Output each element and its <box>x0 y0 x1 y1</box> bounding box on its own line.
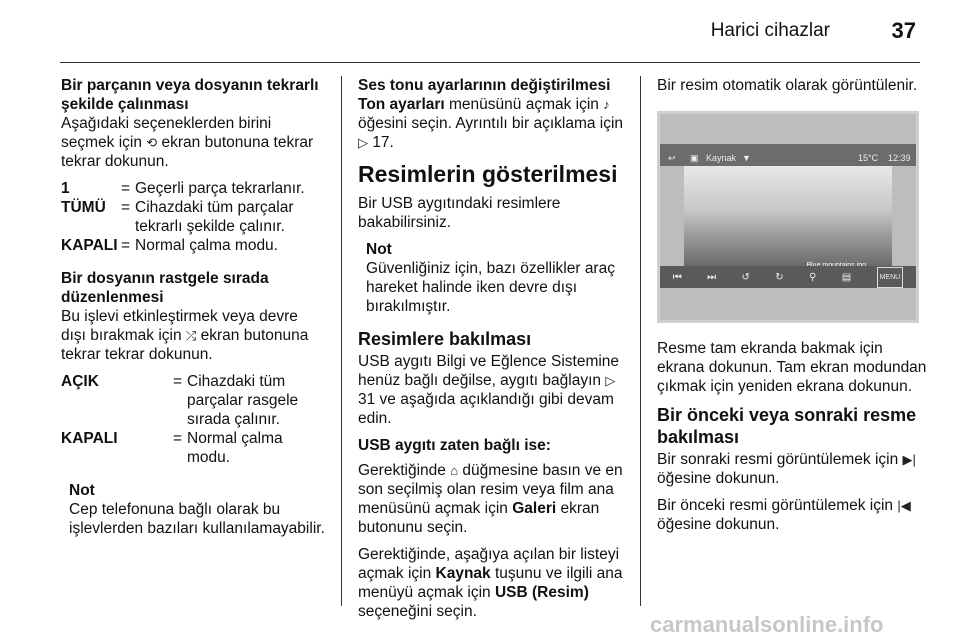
shuffle-options <box>61 372 327 467</box>
prev-icon: |◀ <box>897 498 911 513</box>
note <box>69 481 327 538</box>
term: AÇIK <box>61 373 99 390</box>
fullscreen-text: Resme tam ekranda bakmak için ekrana dokunun. Tam ekran modundan çıkmak için yeniden ekrana dokunun. <box>657 340 927 395</box>
slideshow-icon: ▤ <box>841 271 852 283</box>
page-reference: 31 <box>358 391 376 408</box>
next-text-1: Bir sonraki resmi görüntülemek için <box>657 451 903 468</box>
page-header <box>60 0 920 63</box>
note-text: Cep telefonuna bağlı olarak bu işlevlerden bazıları kullanılamayabilir. <box>69 501 325 537</box>
note-title: Not <box>69 482 95 499</box>
next-text <box>657 450 927 488</box>
next-icon: ▶| <box>902 452 916 467</box>
list-item <box>61 236 327 255</box>
watermark: carmanualsonline.info <box>650 612 884 637</box>
repeat-icon: ⟲ <box>146 135 158 150</box>
repeat-heading: Bir parçanın veya dosyanın tekrarlı şekilde çalınması <box>61 77 319 113</box>
equals: = <box>121 180 131 197</box>
rotate-right-icon: ↻ <box>775 271 784 283</box>
column-3 <box>657 76 927 542</box>
home-icon: ⌂ <box>450 463 459 478</box>
term: KAPALI <box>61 237 118 254</box>
screen-top-bar <box>660 144 916 166</box>
list-item <box>61 429 327 467</box>
reference-arrow-icon: ▷ <box>605 373 616 388</box>
definition: Cihazdaki tüm parçalar tekrarlı şekilde çalınır. <box>135 199 294 235</box>
note <box>366 240 626 316</box>
screen-source-label: Kaynak <box>706 153 737 163</box>
shuffle-text-after: ekran butonuna tekrar tekrar dokunun. <box>61 327 309 363</box>
zoom-icon: ⚲ <box>809 271 817 283</box>
screen-illustration <box>657 111 919 323</box>
landscape-image <box>684 166 892 266</box>
subsection-heading: Bir önceki veya sonraki resme bakılması <box>657 405 917 447</box>
step-2-text-3: seçeneğini seçin. <box>358 603 477 620</box>
section-heading: Resimlerin gösterilmesi <box>358 161 618 187</box>
step-2-text-1: Gerektiğinde, aşağıya açılan bir listeyi açmak için <box>358 546 620 582</box>
tone-text-2: öğesini seçin. Ayrıntılı bir açıklama için <box>358 115 624 132</box>
next-icon: ⏭ <box>707 271 717 283</box>
definition: Normal çalma modu. <box>135 237 278 254</box>
care-text-1: USB aygıtı Bilgi ve Eğlence Sistemine henüz bağlı değilse, aygıtı bağlayın <box>358 353 620 389</box>
screen-temp: 15°C <box>858 153 879 163</box>
repeat-text <box>61 114 327 171</box>
subsection-heading: Resimlere bakılması <box>358 329 532 349</box>
term: KAPALI <box>61 430 118 447</box>
step-1 <box>358 461 626 537</box>
column-divider <box>640 76 641 606</box>
list-item <box>61 179 327 198</box>
usb-image-label: USB (Resim) <box>494 584 589 601</box>
screen-time: 12:39 <box>888 153 911 163</box>
shuffle-heading: Bir dosyanın rastgele sırada düzenlenmesi <box>61 270 269 306</box>
equals: = <box>173 430 183 447</box>
column-1 <box>61 76 327 550</box>
chevron-down-icon: ▼ <box>742 153 751 163</box>
tone-menu-name: Ton ayarları <box>358 96 445 113</box>
step-1-text-3: ekran butonunu seçin. <box>358 500 600 536</box>
step-2-text-2: tuşunu ve ilgili ana menüyü açmak için <box>358 565 623 601</box>
column-2 <box>358 76 626 629</box>
picture-icon: ▣ <box>690 153 699 163</box>
shuffle-text <box>61 307 327 364</box>
back-icon: ↩ <box>668 153 676 163</box>
next-text-2: öğesine dokunun. <box>657 470 780 487</box>
list-item <box>61 198 327 236</box>
page-number: 37 <box>891 18 916 43</box>
prev-text-1: Bir önceki resmi görüntülemek için <box>657 497 898 514</box>
equals: = <box>121 199 131 216</box>
term: TÜMÜ <box>61 199 106 216</box>
care-text-2: ve aşağıda açıklandığı gibi devam edin. <box>358 391 614 427</box>
screen-bottom-bar <box>660 266 916 288</box>
note-title: Not <box>366 241 392 258</box>
step-2 <box>358 545 626 621</box>
step-1-text-1: Gerektiğinde <box>358 462 451 479</box>
term: 1 <box>61 180 70 197</box>
repeat-text-before: Aşağıdaki seçeneklerden birini seçmek için <box>61 115 272 151</box>
reference-arrow-icon: ▷ <box>358 135 368 150</box>
section-title: Harici cihazlar <box>710 20 830 41</box>
repeat-text-after: ekran butonuna tekrar tekrar dokunun. <box>61 134 314 170</box>
intro-text: Bir USB aygıtındaki resimlere bakabilirsiniz. <box>358 195 561 231</box>
shuffle-text-before: Bu işlevi etkinleştirmek veya devre dışı bırakmak için <box>61 308 298 344</box>
prev-icon: ⏮ <box>672 271 682 283</box>
auto-display-text: Bir resim otomatik olarak görüntülenir. <box>657 77 918 94</box>
prev-text-2: öğesine dokunun. <box>657 516 780 533</box>
definition: Cihazdaki tüm parçalar rasgele sırada çalınır. <box>187 373 299 428</box>
tone-text-1: menüsünü açmak için <box>444 96 604 113</box>
connected-heading: USB aygıtı zaten bağlı ise: <box>358 437 551 454</box>
screen-inner <box>660 114 916 320</box>
equals: = <box>121 237 131 254</box>
repeat-options <box>61 179 327 255</box>
tone-text <box>358 95 626 152</box>
gallery-label: Galeri <box>512 500 557 517</box>
rotate-left-icon: ↺ <box>741 271 750 283</box>
column-divider <box>341 76 342 606</box>
definition: Normal çalma modu. <box>187 430 283 466</box>
note-text: Güvenliğiniz için, bazı özellikler araç hareket halinde iken devre dışı bırakılmıştır. <box>366 260 615 315</box>
step-1-text-2: düğmesine basın ve en son seçilmiş olan resim veya film ana menüsünü açmak için <box>358 462 623 517</box>
equals: = <box>173 373 183 390</box>
page-reference: 17. <box>372 134 394 151</box>
menu-button: MENU <box>877 267 904 288</box>
definition: Geçerli parça tekrarlanır. <box>135 180 305 197</box>
list-item <box>61 372 327 429</box>
source-label: Kaynak <box>435 565 491 582</box>
tone-icon: ♪ <box>603 97 610 112</box>
prev-text <box>657 496 927 534</box>
care-text <box>358 352 626 428</box>
tone-heading: Ses tonu ayarlarının değiştirilmesi <box>358 77 611 94</box>
shuffle-icon: ⤮ <box>185 328 197 343</box>
